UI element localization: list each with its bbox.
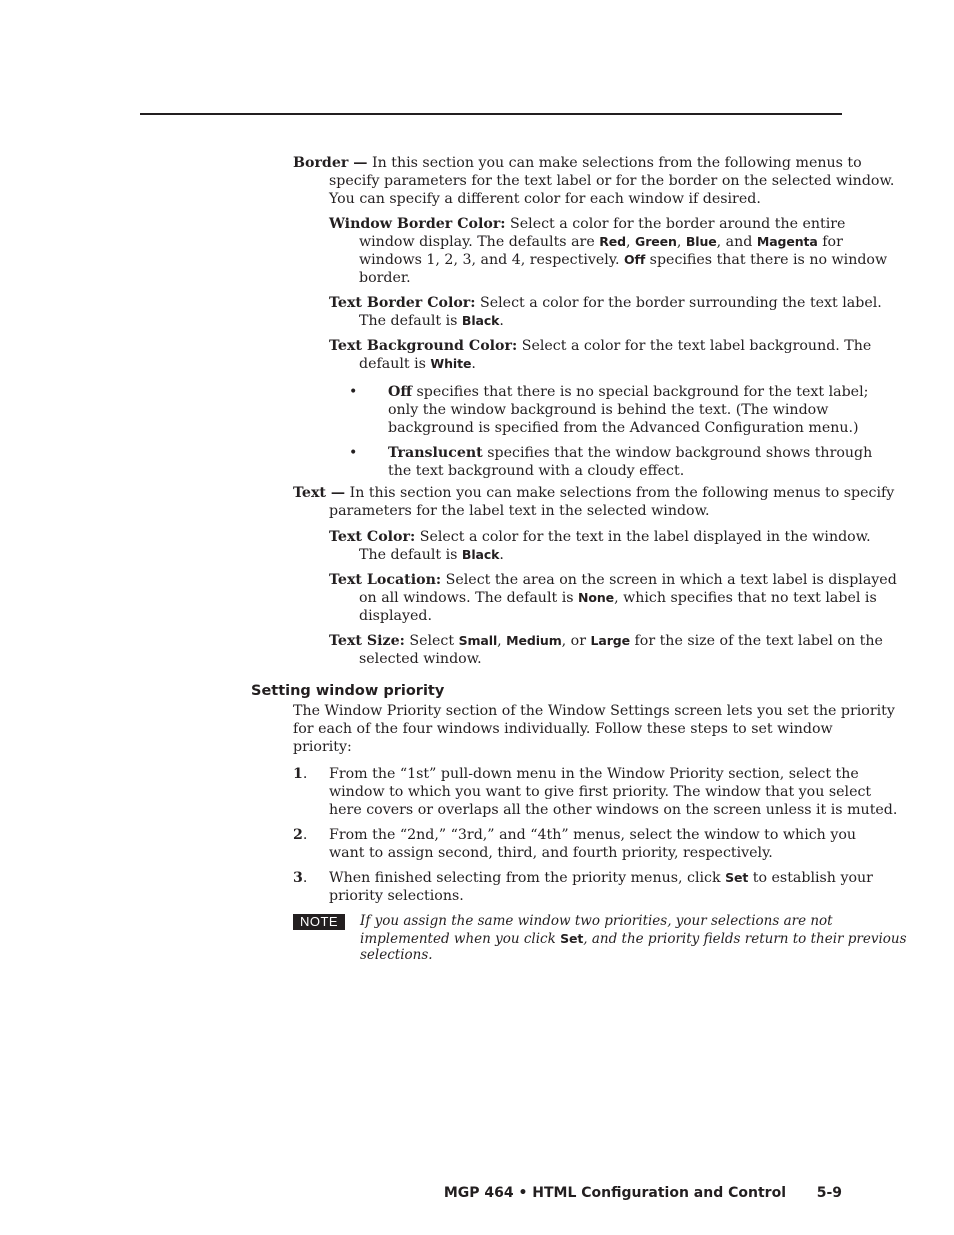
keyword-green: Green bbox=[635, 234, 677, 249]
text-run: on all windows. The default is bbox=[359, 590, 579, 606]
text-border-line-1 bbox=[329, 294, 882, 312]
text-run: When finished selecting from the priority menus, click bbox=[329, 870, 726, 886]
keyword-magenta: Magenta bbox=[756, 234, 818, 249]
text-run: Select a color for the text in the label displayed in the window. bbox=[415, 529, 871, 545]
text-run: The default is bbox=[359, 313, 462, 329]
window-border-line-3 bbox=[359, 251, 887, 269]
text-run: . bbox=[499, 547, 504, 563]
off-label: Off bbox=[388, 384, 413, 400]
text-run: default is bbox=[359, 356, 431, 372]
note-badge: NOTE bbox=[293, 914, 345, 930]
text-bg-line-1 bbox=[329, 337, 871, 355]
border-para-line-1 bbox=[293, 154, 862, 172]
text-run: implemented when you click bbox=[360, 931, 561, 947]
step-1-line-3: here covers or overlaps all the other windows on the screen unless it is muted. bbox=[329, 802, 898, 818]
off-bullet-line-1 bbox=[388, 383, 868, 401]
step-3-line-2: priority selections. bbox=[329, 888, 464, 904]
step-dot: . bbox=[302, 870, 308, 886]
keyword-black: Black bbox=[461, 313, 500, 328]
text-run: specifies that there is no special background for the text label; bbox=[412, 384, 869, 400]
text-run: specifies that the window background shows through bbox=[482, 445, 873, 461]
text-run: window display. The defaults are bbox=[359, 234, 600, 250]
text-border-label: Text Border Color: bbox=[329, 295, 476, 311]
priority-intro-line-1: The Window Priority section of the Window Settings screen lets you set the priority bbox=[293, 703, 895, 719]
step-number bbox=[293, 765, 307, 783]
translucent-bullet-line-2: the text background with a cloudy effect. bbox=[388, 463, 685, 479]
text-location-label: Text Location: bbox=[329, 572, 442, 588]
text-color-label: Text Color: bbox=[329, 529, 416, 545]
text-run: . bbox=[471, 356, 476, 372]
keyword-red: Red bbox=[599, 234, 626, 249]
step-number bbox=[293, 826, 307, 844]
text-bg-line-2 bbox=[359, 355, 476, 373]
translucent-bullet-line-1 bbox=[388, 444, 872, 462]
step-1-line-2: window to which you want to give first priority. The window that you select bbox=[329, 784, 872, 800]
text-run: , and the priority fields return to their previous bbox=[583, 931, 907, 947]
text-run: In this section you can make selections from the following menus to specify bbox=[345, 485, 895, 501]
text-lead: Text — bbox=[293, 485, 346, 501]
text-run: , and bbox=[716, 234, 757, 250]
step-dot: . bbox=[302, 827, 308, 843]
keyword-large: Large bbox=[590, 633, 631, 648]
text-size-line-2: selected window. bbox=[359, 651, 482, 667]
window-border-line-1 bbox=[329, 215, 845, 233]
step-number bbox=[293, 869, 307, 887]
text-run: , or bbox=[561, 633, 591, 649]
priority-intro-line-3: priority: bbox=[293, 739, 352, 755]
text-color-line-1 bbox=[329, 528, 871, 546]
text-run: , which specifies that no text label is bbox=[614, 590, 877, 606]
window-border-label: Window Border Color: bbox=[329, 216, 506, 232]
keyword-blue: Blue bbox=[685, 234, 717, 249]
bullet: • bbox=[349, 445, 358, 461]
text-run: specifies that there is no window bbox=[645, 252, 888, 268]
keyword-set: Set bbox=[560, 931, 584, 946]
text-run: for bbox=[817, 234, 843, 250]
step-num: 3 bbox=[293, 870, 303, 886]
text-run: windows 1, 2, 3, and 4, respectively. bbox=[359, 252, 624, 268]
text-color-line-2 bbox=[359, 546, 504, 564]
step-2-line-2: want to assign second, third, and fourth priority, respectively. bbox=[329, 845, 773, 861]
text-location-line-1 bbox=[329, 571, 897, 589]
text-run: . bbox=[499, 313, 504, 329]
step-1-line-1: From the “1st” pull-down menu in the Window Priority section, select the bbox=[329, 766, 859, 782]
border-para-line-2: specify parameters for the text label or for the border on the selected window. bbox=[329, 173, 895, 189]
note-line-2 bbox=[360, 930, 907, 948]
text-para-line-2: parameters for the label text in the selected window. bbox=[329, 503, 710, 519]
keyword-white: White bbox=[430, 356, 472, 371]
text-bg-label: Text Background Color: bbox=[329, 338, 518, 354]
text-run: The default is bbox=[359, 547, 462, 563]
text-para-line-1 bbox=[293, 484, 894, 502]
text-size-line-1 bbox=[329, 632, 883, 650]
window-border-line-4: border. bbox=[359, 270, 411, 286]
text-run: Select a color for the text label background. The bbox=[517, 338, 872, 354]
border-para-line-3: You can specify a different color for each window if desired. bbox=[329, 191, 761, 207]
text-run: , bbox=[626, 234, 636, 250]
text-run: , bbox=[676, 234, 686, 250]
keyword-small: Small bbox=[458, 633, 498, 648]
text-run: , bbox=[497, 633, 507, 649]
step-num: 2 bbox=[293, 827, 303, 843]
note-line-1: If you assign the same window two priorities, your selections are not bbox=[360, 913, 833, 929]
border-lead: Border — bbox=[293, 155, 368, 171]
step-dot: . bbox=[302, 766, 308, 782]
priority-intro-line-2: for each of the four windows individually. Follow these steps to set window bbox=[293, 721, 833, 737]
step-2-line-1: From the “2nd,” “3rd,” and “4th” menus, select the window to which you bbox=[329, 827, 857, 843]
note-line-3: selections. bbox=[360, 947, 433, 963]
text-location-line-3: displayed. bbox=[359, 608, 432, 624]
text-size-label: Text Size: bbox=[329, 633, 405, 649]
keyword-black: Black bbox=[461, 547, 500, 562]
page-number: 5-9 bbox=[816, 1185, 842, 1201]
step-3-line-1 bbox=[329, 869, 873, 887]
text-run: Select bbox=[404, 633, 459, 649]
header-rule bbox=[140, 113, 842, 115]
text-run: to establish your bbox=[748, 870, 873, 886]
keyword-medium: Medium bbox=[506, 633, 562, 648]
text-run: Select the area on the screen in which a text label is displayed bbox=[441, 572, 897, 588]
window-border-line-2 bbox=[359, 233, 843, 251]
text-run: Select a color for the border surrounding the text label. bbox=[475, 295, 882, 311]
text-border-line-2 bbox=[359, 312, 504, 330]
border-text: In this section you can make selections from the following menus to bbox=[367, 155, 862, 171]
off-bullet-line-3: background is specified from the Advanced Configuration menu.) bbox=[388, 420, 859, 436]
text-run: for the size of the text label on the bbox=[630, 633, 883, 649]
translucent-label: Translucent bbox=[388, 445, 483, 461]
step-num: 1 bbox=[293, 766, 303, 782]
keyword-off: Off bbox=[623, 252, 646, 267]
keyword-set: Set bbox=[725, 870, 749, 885]
text-location-line-2 bbox=[359, 589, 877, 607]
window-border-text: Select a color for the border around the entire bbox=[505, 216, 846, 232]
section-heading: Setting window priority bbox=[251, 683, 445, 699]
off-bullet-line-2: only the window background is behind the text. (The window bbox=[388, 402, 829, 418]
keyword-none: None bbox=[578, 590, 615, 605]
bullet: • bbox=[349, 384, 358, 400]
footer-title: MGP 464 • HTML Configuration and Control bbox=[443, 1185, 786, 1201]
